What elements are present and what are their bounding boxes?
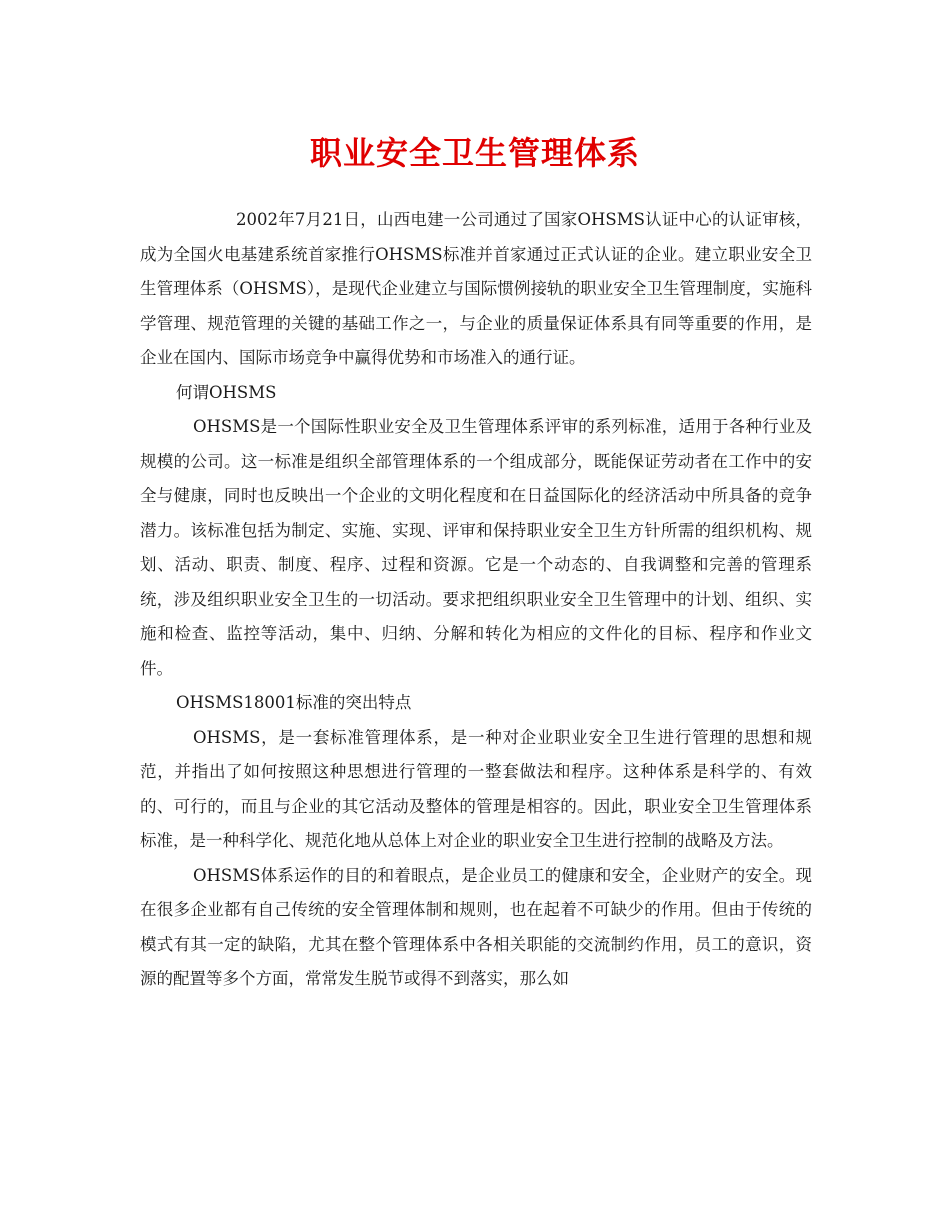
- paragraph-intro: 2002年7月21日，山西电建一公司通过了国家OHSMS认证中心的认证审核，成为全国火电基建系统首家推行OHSMS标准并首家通过正式认证的企业。建立职业安全卫生管理体系（OHSMS），是现代企业建立与国际惯例接轨的职业安全卫生管理制度，实施科学管理、规范管理的关键的基础工作之一，与企业的质量保证体系具有同等重要的作用，是企业在国内、国际市场竞争中赢得优势和市场准入的通行证。: [140, 210, 812, 367]
- document-title: 职业安全卫生管理体系: [309, 134, 640, 172]
- document-body: [140, 203, 812, 997]
- paragraph-ohsms-standard: OHSMS，是一套标准管理体系，是一种对企业职业安全卫生进行管理的思想和规范，并指出了如何按照这种思想进行管理的一整套做法和程序。这种体系是科学的、有效的、可行的，而且与企业的其它活动及整体的管理是相容的。因此，职业安全卫生管理体系标准，是一种科学化、规范化地从总体上对企业的职业安全卫生进行控制的战略及方法。: [140, 727, 812, 850]
- paragraph-ohsms-definition: OHSMS是一个国际性职业安全及卫生管理体系评审的系列标准，适用于各种行业及规模的公司。这一标准是组织全部管理体系的一个组成部分，既能保证劳动者在工作中的安全与健康，同时也反映出一个企业的文明化程度和在日益国际化的经济活动中所具备的竞争潜力。该标准包括为制定、实施、实现、评审和保持职业安全卫生方针所需的组织机构、规划、活动、职责、制度、程序、过程和资源。它是一个动态的、自我调整和完善的管理系统，涉及组织职业安全卫生的一切活动。要求把组织职业安全卫生管理中的计划、组织、实施和检查、监控等活动，集中、归纳、分解和转化为相应的文件化的目标、程序和作业文件。: [140, 417, 812, 678]
- paragraph-ohsms-purpose: OHSMS体系运作的目的和着眼点，是企业员工的健康和安全，企业财产的安全。现在很多企业都有自己传统的安全管理体制和规则，也在起着不可缺少的作用。但由于传统的模式有其一定的缺陷，尤其在整个管理体系中各相关职能的交流制约作用，员工的意识，资源的配置等多个方面，常常发生脱节或得不到落实，那么如: [140, 865, 812, 988]
- heading-what-is-ohsms: 何谓OHSMS: [176, 382, 277, 402]
- heading-ohsms18001-features: OHSMS18001标准的突出特点: [176, 693, 412, 712]
